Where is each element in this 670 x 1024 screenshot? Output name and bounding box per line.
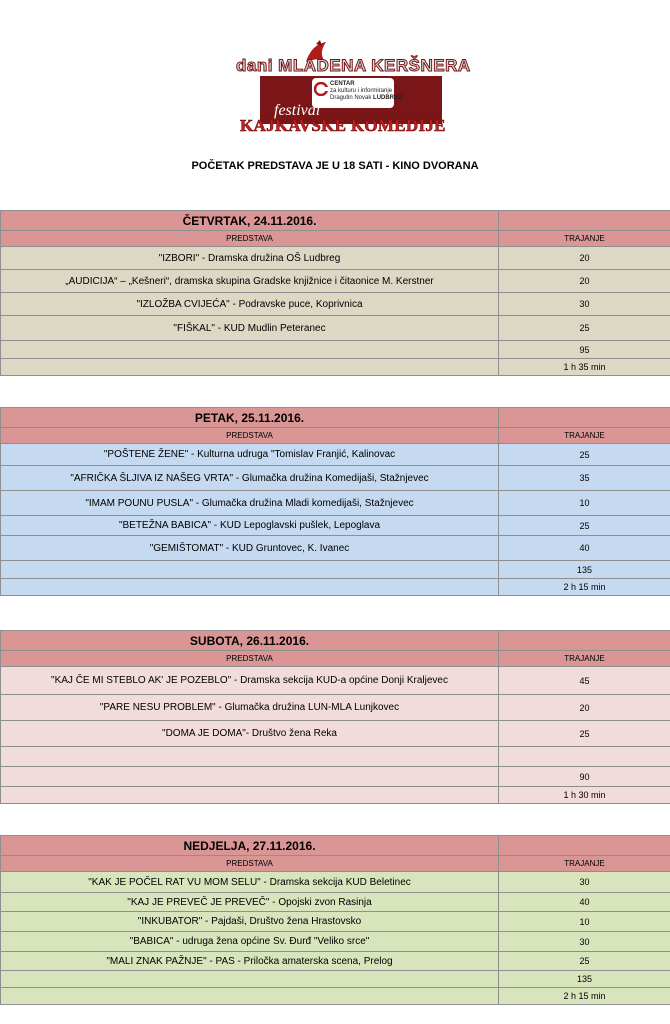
duration-cell: 20 — [499, 270, 670, 293]
logo-festival-word: festival — [274, 102, 321, 119]
total-time: 1 h 35 min — [499, 359, 670, 376]
total-time: 2 h 15 min — [499, 579, 670, 596]
centre-sub: za kulturu i informiranje — [330, 88, 393, 94]
show-cell: "MALI ZNAK PAŽNJE" - PAS - Priločka amaterska scena, Prelog — [1, 952, 499, 971]
col-header-trajanje: TRAJANJE — [499, 856, 670, 872]
schedule-table-saturday — [0, 630, 670, 804]
duration-cell: 25 — [499, 516, 670, 536]
duration-cell: 10 — [499, 912, 670, 932]
show-cell: "IZBORI" - Dramska družina OŠ Ludbreg — [1, 247, 499, 270]
logo-line-1: dani MLADENA KERŠNERA — [236, 56, 471, 75]
show-cell: "INKUBATOR" - Pajdaši, Društvo žena Hrastovsko — [1, 912, 499, 932]
centre-town: LUDBREG — [373, 95, 403, 101]
centre-c-icon — [314, 82, 328, 96]
duration-cell: 20 — [499, 247, 670, 270]
show-cell: "POŠTENE ŽENE" - Kulturna udruga "Tomislav Franjić, Kalinovac — [1, 444, 499, 466]
total-time: 2 h 15 min — [499, 988, 670, 1005]
show-cell: "FIŠKAL" - KUD Mudlin Peteranec — [1, 316, 499, 341]
show-cell: "KAK JE POČEL RAT VU MOM SELU" - Dramska sekcija KUD Beletinec — [1, 872, 499, 893]
page-headline: POČETAK PREDSTAVA JE U 18 SATI - KINO DVORANA — [191, 160, 479, 172]
day-title: SUBOTA, 26.11.2016. — [1, 631, 499, 651]
show-cell: "IMAM POUNU PUSLA" - Glumačka družina Mladi komedijaši, Stažnjevec — [1, 491, 499, 516]
duration-cell: 40 — [499, 893, 670, 912]
duration-cell: 25 — [499, 952, 670, 971]
total-minutes: 135 — [499, 971, 670, 988]
show-cell: "BETEŽNA BABICA" - KUD Lepoglavski pušlek, Lepoglava — [1, 516, 499, 536]
duration-cell: 25 — [499, 444, 670, 466]
duration-cell: 40 — [499, 536, 670, 561]
show-cell: "DOMA JE DOMA"- Društvo žena Reka — [1, 721, 499, 747]
show-cell — [1, 747, 499, 767]
duration-cell: 30 — [499, 932, 670, 952]
day-title: NEDJELJA, 27.11.2016. — [1, 836, 499, 856]
duration-cell: 35 — [499, 466, 670, 491]
duration-cell — [499, 747, 670, 767]
duration-cell: 30 — [499, 293, 670, 316]
logo-line-2: KAJKAVSKE KOMEDIJE — [240, 116, 446, 135]
centre-sub2: Dragutin Novak — [330, 95, 372, 101]
schedule-table-thursday — [0, 210, 670, 376]
schedule-table-sunday — [0, 835, 670, 1005]
col-header-predstava: PREDSTAVA — [1, 856, 499, 872]
centre-logo-text — [330, 81, 403, 102]
col-header-predstava: PREDSTAVA — [1, 651, 499, 667]
duration-cell: 25 — [499, 316, 670, 341]
schedule-table-friday — [0, 407, 670, 596]
duration-cell: 10 — [499, 491, 670, 516]
day-title: ČETVRTAK, 24.11.2016. — [1, 211, 499, 231]
show-cell: "AFRIČKA ŠLJIVA IZ NAŠEG VRTA" - Glumačka družina Komedijaši, Stažnjevec — [1, 466, 499, 491]
col-header-trajanje: TRAJANJE — [499, 651, 670, 667]
day-title: PETAK, 25.11.2016. — [1, 408, 499, 428]
centre-name: CENTAR — [330, 81, 355, 87]
show-cell: "PARE NESU PROBLEM" - Glumačka družina LUN-MLA Lunjkovec — [1, 695, 499, 721]
total-time: 1 h 30 min — [499, 787, 670, 804]
col-header-trajanje: TRAJANJE — [499, 231, 670, 247]
show-cell: "IZLOŽBA CVIJEĆA" - Podravske puce, Koprivnica — [1, 293, 499, 316]
total-minutes: 90 — [499, 767, 670, 787]
festival-logo — [230, 40, 471, 140]
show-cell: "KAJ ČE MI STEBLO AK' JE POZEBLO" - Dramska sekcija KUD-a općine Donji Kraljevec — [1, 667, 499, 695]
total-minutes: 95 — [499, 341, 670, 359]
duration-cell: 25 — [499, 721, 670, 747]
duration-cell: 20 — [499, 695, 670, 721]
show-cell: "GEMIŠTOMAT" - KUD Gruntovec, K. Ivanec — [1, 536, 499, 561]
show-cell: "BABICA" - udruga žena općine Sv. Đurđ "Veliko srce" — [1, 932, 499, 952]
show-cell: "KAJ JE PREVEČ JE PREVEČ" - Opojski zvon Rasinja — [1, 893, 499, 912]
col-header-trajanje: TRAJANJE — [499, 428, 670, 444]
total-minutes: 135 — [499, 561, 670, 579]
col-header-predstava: PREDSTAVA — [1, 428, 499, 444]
duration-cell: 45 — [499, 667, 670, 695]
show-cell: „AUDICIJA“ – „Kešneri“, dramska skupina Gradske knjižnice i čitaonice M. Kerstner — [1, 270, 499, 293]
col-header-predstava: PREDSTAVA — [1, 231, 499, 247]
duration-cell: 30 — [499, 872, 670, 893]
